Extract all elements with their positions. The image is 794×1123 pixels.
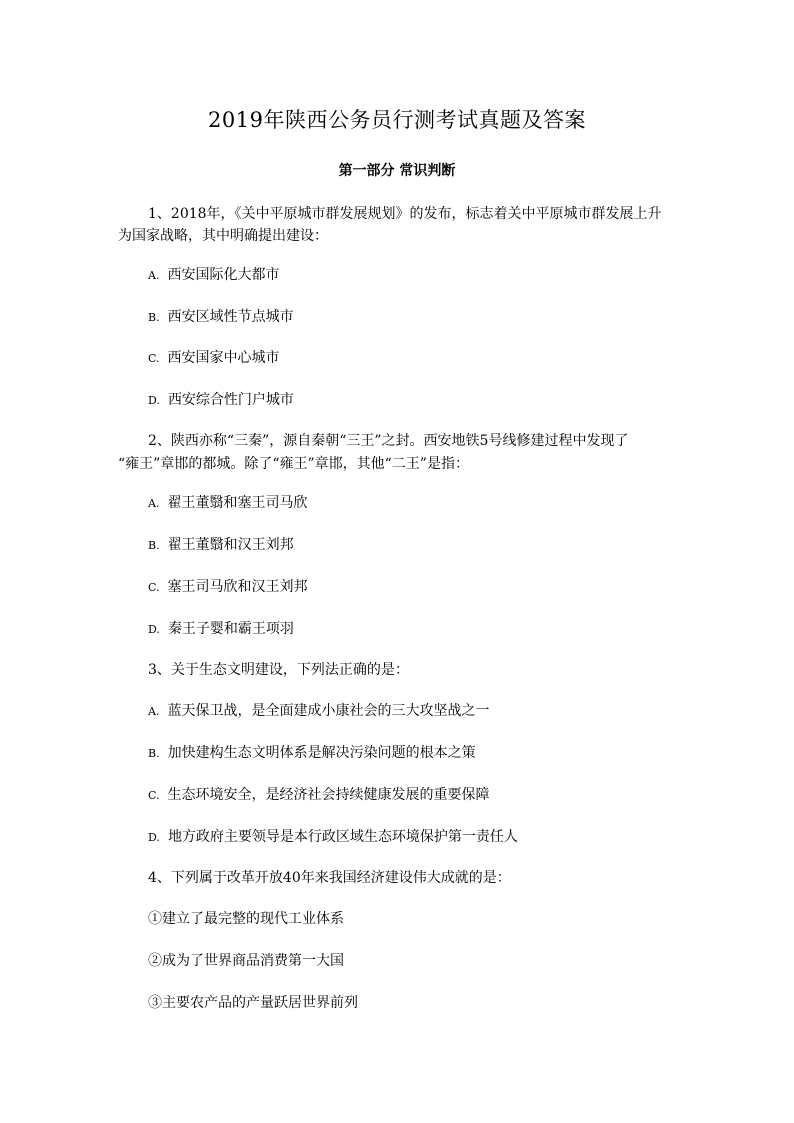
question-3-stem-line-1: 3、关于生态文明建设，下列法正确的是： [148, 662, 409, 678]
option-text: 生态环境安全，是经济社会持续健康发展的重要保障 [167, 787, 490, 803]
option-text: 塞王司马欣和汉王刘邦 [167, 579, 308, 595]
question-2-option-d [148, 618, 294, 638]
question-2-stem-line-2: “雍王”章邯的都城。除了“雍王”章邯，其他“二王”是指： [118, 456, 469, 472]
option-text: 蓝天保卫战，是全面建成小康社会的三大攻坚战之一 [167, 703, 490, 719]
option-letter: D. [148, 394, 160, 407]
question-3-option-b [148, 742, 476, 762]
question-1-option-d [148, 389, 294, 409]
option-text: 西安综合性门户城市 [167, 392, 294, 408]
option-letter: C. [148, 789, 160, 802]
option-letter: A. [148, 269, 160, 282]
option-text: 西安国家中心城市 [167, 350, 280, 366]
question-2-option-b [148, 534, 294, 554]
question-3-option-a [148, 700, 489, 720]
question-1-stem-line-2: 为国家战略，其中明确提出建设： [118, 228, 328, 244]
option-letter: B. [148, 311, 160, 324]
question-1-option-c [148, 347, 280, 367]
option-text: 翟王董翳和汉王刘邦 [167, 537, 294, 553]
option-text: 加快建构生态文明体系是解决污染问题的根本之策 [167, 745, 476, 761]
question-2-option-a [148, 492, 307, 512]
option-text: 西安区域性节点城市 [167, 309, 294, 325]
question-1-stem-line-1: 1、2018年，《关中平原城市群发展规划》的发布，标志着关中平原城市群发展上升 [148, 206, 662, 222]
question-1-option-b [148, 306, 294, 326]
question-3-option-d [148, 826, 518, 846]
option-letter: B. [148, 539, 160, 552]
document-title: 2019年陕西公务员行测考试真题及答案 [208, 108, 586, 132]
question-4-item-1: ①建立了最完整的现代工业体系 [148, 911, 344, 927]
question-4-item-2: ②成为了世界商品消费第一大国 [148, 953, 344, 969]
question-2-option-c [148, 576, 308, 596]
option-letter: C. [148, 352, 160, 365]
question-1-option-a [148, 264, 279, 284]
question-4-item-3: ③主要农产品的产量跃居世界前列 [148, 995, 358, 1011]
option-text: 秦王子婴和霸王项羽 [167, 621, 294, 637]
option-letter: C. [148, 581, 160, 594]
option-letter: A. [148, 705, 160, 718]
option-text: 地方政府主要领导是本行政区域生态环境保护第一责任人 [167, 829, 518, 845]
option-letter: B. [148, 747, 160, 760]
question-3-option-c [148, 784, 490, 804]
option-text: 西安国际化大都市 [167, 267, 280, 283]
question-2-stem-line-1: 2、陕西亦称“三秦”，源自秦朝“三王”之封。西安地铁5号线修建过程中发现了 [148, 433, 629, 449]
option-letter: D. [148, 623, 160, 636]
option-letter: D. [148, 831, 160, 844]
question-4-stem-line-1: 4、下列属于改革开放40年来我国经济建设伟大成就的是： [148, 870, 511, 886]
section-title: 第一部分 常识判断 [338, 163, 456, 179]
option-text: 翟王董翳和塞王司马欣 [167, 495, 308, 511]
option-letter: A. [148, 497, 160, 510]
